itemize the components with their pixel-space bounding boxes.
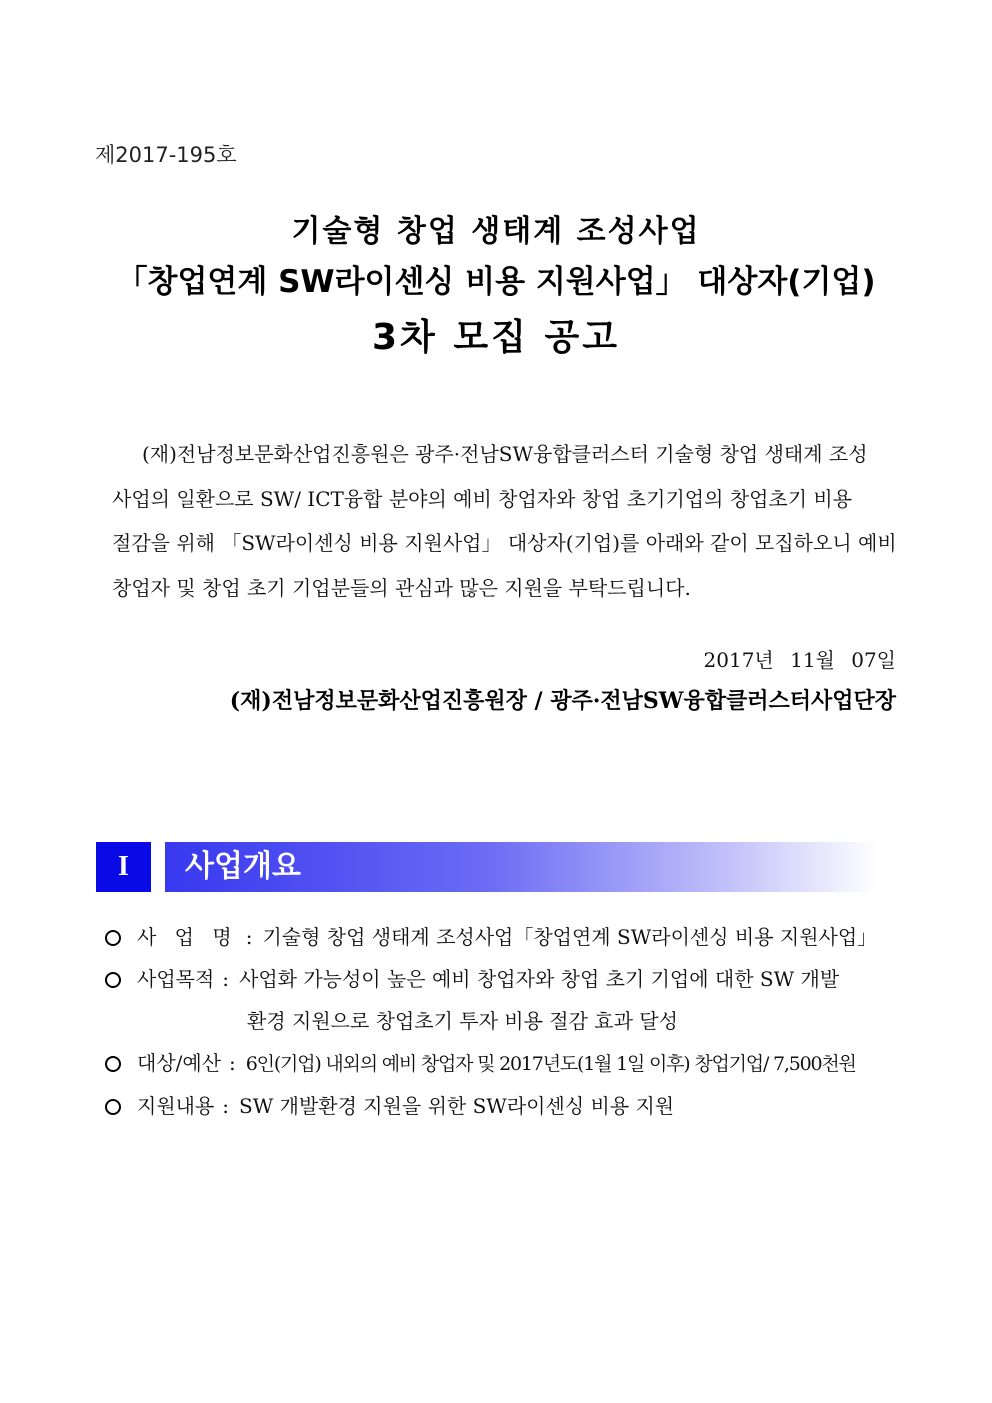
list-item	[103, 916, 897, 958]
item-colon: :	[229, 1051, 236, 1075]
item-value: 기술형 창업 생태계 조성사업「창업연계 SW라이센싱 비용 지원사업」	[262, 925, 878, 949]
title-line-1: 기술형 창업 생태계 조성사업	[291, 214, 701, 249]
intro-paragraph	[112, 432, 898, 610]
item-colon: :	[222, 1094, 230, 1118]
item-continuation: 환경 지원으로 창업초기 투자 비용 절감 효과 달성	[247, 1009, 678, 1033]
list-item	[103, 1085, 897, 1127]
announcement-date: 2017년 11월 07일	[703, 648, 896, 672]
issuing-organization: (재)전남정보문화산업진흥원장 / 광주·전남SW융합클러스터사업단장	[229, 688, 896, 714]
item-label: 지원내용	[137, 1094, 215, 1118]
item-colon: :	[222, 967, 230, 991]
item-label: 사업목적	[137, 967, 215, 991]
circle-bullet-icon	[105, 1056, 121, 1072]
item-label: 사 업 명	[137, 925, 238, 949]
document-number: 제2017-195호	[95, 143, 237, 167]
circle-bullet-icon	[105, 1099, 121, 1115]
section-title-bar	[165, 842, 878, 892]
intro-line: (재)전남정보문화산업진흥원은 광주·전남SW융합클러스터 기술형 창업 생태계 조성	[142, 442, 868, 466]
section-title: 사업개요	[185, 849, 301, 884]
intro-line: 사업의 일환으로 SW/ ICT융합 분야의 예비 창업자와 창업 초기기업의 창업초기 비용	[112, 486, 853, 511]
item-colon: :	[245, 925, 253, 949]
circle-bullet-icon	[105, 930, 121, 946]
item-value: SW 개발환경 지원을 위한 SW라이센싱 비용 지원	[239, 1094, 675, 1118]
intro-line: 절감을 위해 「SW라이센싱 비용 지원사업」 대상자(기업)를 아래와 같이 모집하오니 예비	[112, 531, 897, 555]
item-label: 대상/예산	[137, 1051, 222, 1075]
section-header	[96, 842, 896, 892]
item-value: 사업화 가능성이 높은 예비 창업자와 창업 초기 기업에 대한 SW 개발	[239, 967, 840, 991]
title-line-3: 3차 모집 공고	[372, 317, 620, 358]
intro-line: 창업자 및 창업 초기 기업분들의 관심과 많은 지원을 부탁드립니다.	[112, 575, 691, 600]
section-number: I	[96, 842, 151, 892]
title-line-2: 「창업연계 SW라이센싱 비용 지원사업」 대상자(기업)	[116, 264, 876, 300]
list-item	[103, 1042, 897, 1085]
item-value: 6인(기업) 내외의 예비 창업자 및 2017년도(1월 1일 이후) 창업기업/ 7,500천원	[245, 1053, 856, 1075]
list-item	[103, 958, 897, 1000]
overview-list	[103, 916, 897, 1127]
circle-bullet-icon	[105, 972, 121, 988]
